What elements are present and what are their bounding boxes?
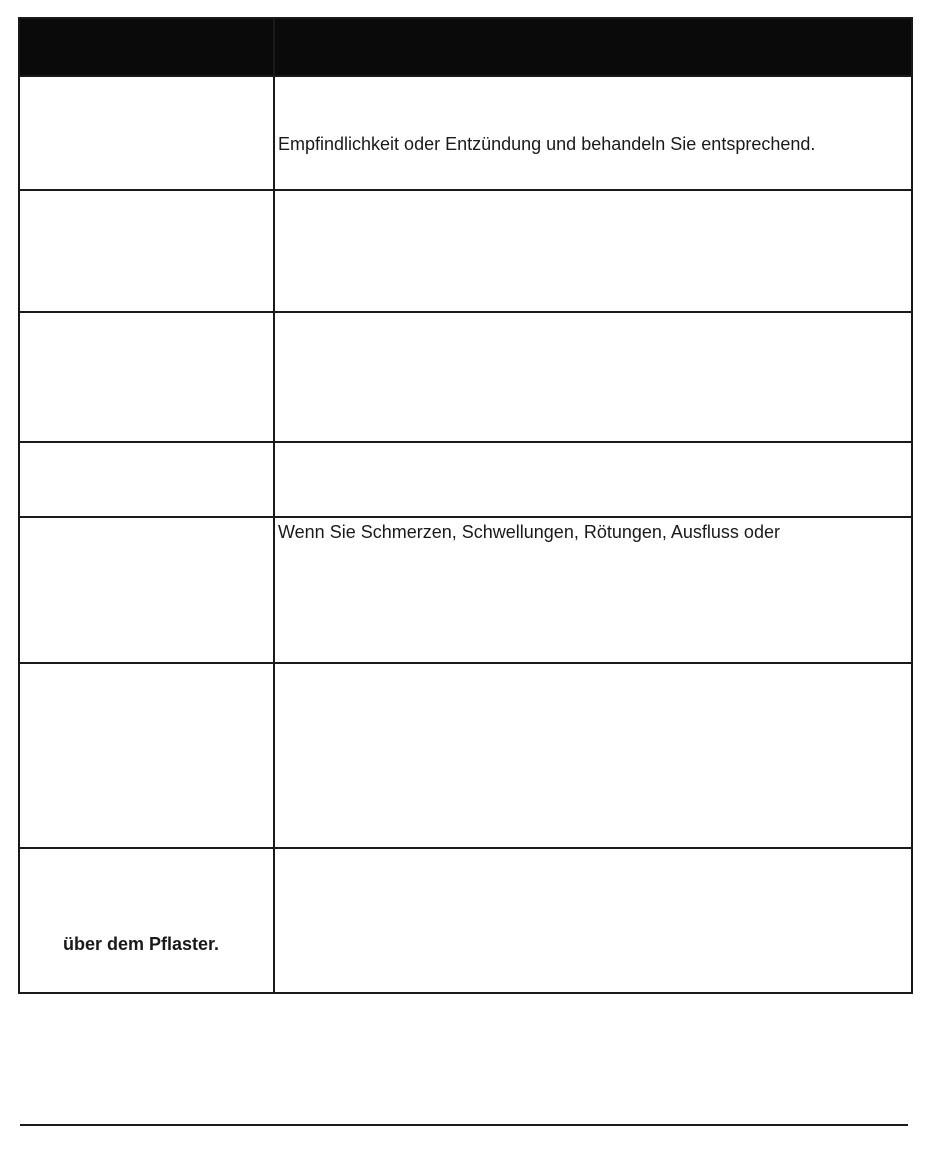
table-cell-right (274, 312, 912, 442)
table-cell-left (19, 76, 274, 190)
table-cell-right (274, 190, 912, 312)
table-cell-left (19, 312, 274, 442)
table-row (19, 848, 912, 993)
table-cell-left (19, 848, 274, 993)
table-cell-right (274, 663, 912, 848)
table-header-row (19, 18, 912, 76)
table-row (19, 312, 912, 442)
cell-text: Empfindlichkeit oder Entzündung und behandeln Sie entsprechend. (278, 134, 816, 154)
header-cell-right (274, 18, 912, 76)
cell-text: über dem Pflaster. (63, 934, 220, 954)
table-row (19, 663, 912, 848)
table-cell-left (19, 190, 274, 312)
header-cell-left (19, 18, 274, 76)
table-row (19, 517, 912, 663)
table-cell-right (274, 517, 912, 663)
cell-text: Wenn Sie Schmerzen, Schwellungen, Rötungen, Ausfluss oder (278, 522, 780, 542)
table-row (19, 76, 912, 190)
table-cell-left (19, 517, 274, 663)
table-cell-right (274, 76, 912, 190)
footer-divider (20, 1124, 908, 1126)
document-table (18, 17, 913, 994)
table-cell-right (274, 848, 912, 993)
table-row (19, 190, 912, 312)
table-cell-left (19, 442, 274, 517)
table-cell-left (19, 663, 274, 848)
table-cell-right (274, 442, 912, 517)
table-row (19, 442, 912, 517)
